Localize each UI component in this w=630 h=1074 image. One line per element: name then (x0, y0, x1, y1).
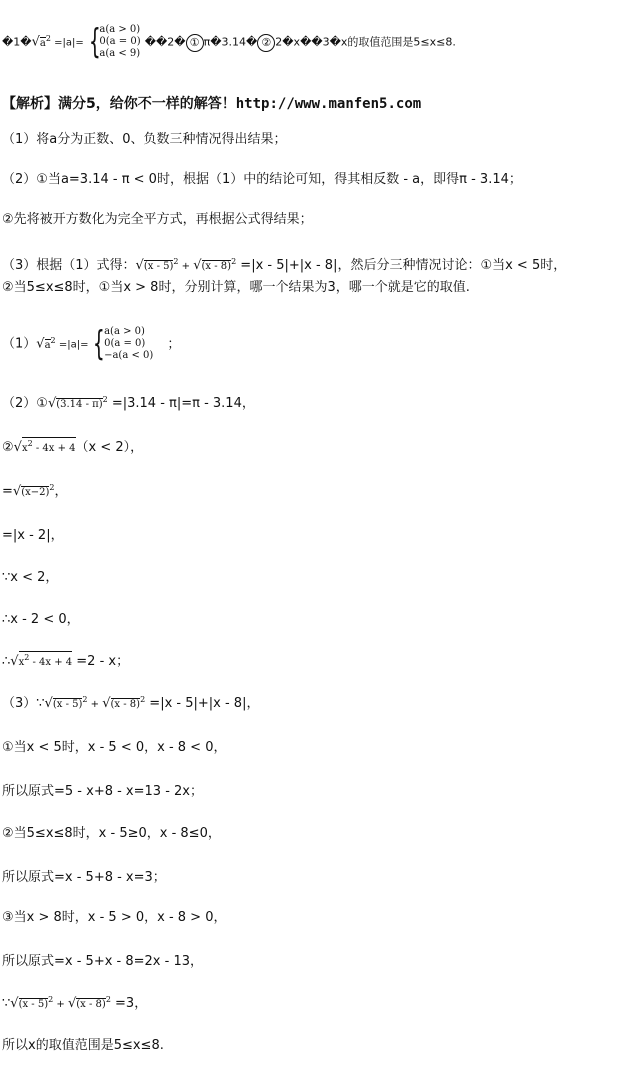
solution-line-4: $=√(x-2)^2$， (2, 483, 68, 499)
left-brace: { (88, 22, 101, 62)
solution-line-3: $②√x^2 - 4x + 4(x < 2)$， (2, 439, 144, 455)
problem-mid3: 2�x��3�x的取值范围是5≤x≤8. (275, 35, 456, 49)
problem-mid1: ��2� (144, 35, 186, 49)
analysis-line-4: （3）根据（1）式得：√(x - 5)$^2$ + √(x - 8)$^2$ =|x - 5|+|x - 8|，然后分三种情况讨论：①当x < 5时， (2, 257, 567, 273)
solution-line-13: 所以原式=x - 5+8 - x=3； (2, 870, 166, 885)
solution-line-9: （3）∵√(x - 5)$^2$ + √(x - 8)$^2$ =|x - 5|+|x - 8|， (2, 695, 260, 711)
sqrt-radicand: $a^2$ (39, 33, 51, 49)
analysis-title: 【解析】满分5，给你不一样的解答！ (2, 96, 236, 112)
sqrt-symbol: √ (31, 34, 40, 50)
solution-line-15: 所以原式=x - 5+x - 8=2x - 13， (2, 954, 203, 969)
cases-block: a(a > 0) 0(a = 0) a(a < 9) (99, 24, 141, 59)
solution-line-1: $(1)√a^2 =|a|= \{a(a > 0)$ 0(a = 0) −a(a < 0)； (2, 324, 181, 364)
problem-line (2, 24, 456, 60)
analysis-line-3: ②先将被开方数化为完全平方式，再根据公式得结果； (2, 212, 313, 227)
analysis-line-5: ②当5≤x≤8时，①当x > 8时，分别计算，哪一个结果为3，哪一个就是它的取值. (2, 280, 470, 295)
analysis-line-2: （2）①当a=3.14 - π < 0时，根据（1）中的结论可知，得其相反数 - a，即得π - 3.14； (2, 172, 522, 187)
solution-line-10: ①当x < 5时，x - 5 < 0，x - 8 < 0， (2, 740, 227, 755)
analysis-line-1: （1）将a分为正数、0、负数三种情况得出结果； (2, 132, 287, 147)
abs-equals: =|a|= (50, 37, 84, 49)
circled-one: ① (186, 34, 204, 52)
problem-mid2: π�3.14� (203, 35, 258, 49)
analysis-url: http://www.manfen5.com (235, 96, 422, 112)
solution-line-16: ∵√(x - 5)$^2$ + √(x - 8)$^2$ =3， (2, 995, 148, 1011)
solution-line-7: ∴x - 2 < 0， (2, 612, 80, 627)
solution-line-8: $\therefore√x^2 - 4x + 4 =2 - x$； (2, 653, 130, 669)
solution-line-12: ②当5≤x≤8时，x - 5≥0，x - 8≤0， (2, 826, 221, 841)
solution-line-14: ③当x > 8时，x - 5 > 0，x - 8 > 0， (2, 910, 227, 925)
analysis-header (2, 93, 421, 113)
solution-line-11: 所以原式=5 - x+8 - x=13 - 2x； (2, 784, 203, 799)
solution-line-6: ∵x < 2， (2, 570, 59, 585)
problem-prefix: �1� (2, 35, 32, 49)
circled-two: ② (257, 34, 275, 52)
solution-line-2: （2）①√(3.14 - π)$^2$ =|3.14 - π|=π - 3.14， (2, 395, 255, 411)
solution-line-17: 所以x的取值范围是5≤x≤8. (2, 1038, 164, 1053)
solution-line-5: =|x - 2|， (2, 528, 64, 543)
